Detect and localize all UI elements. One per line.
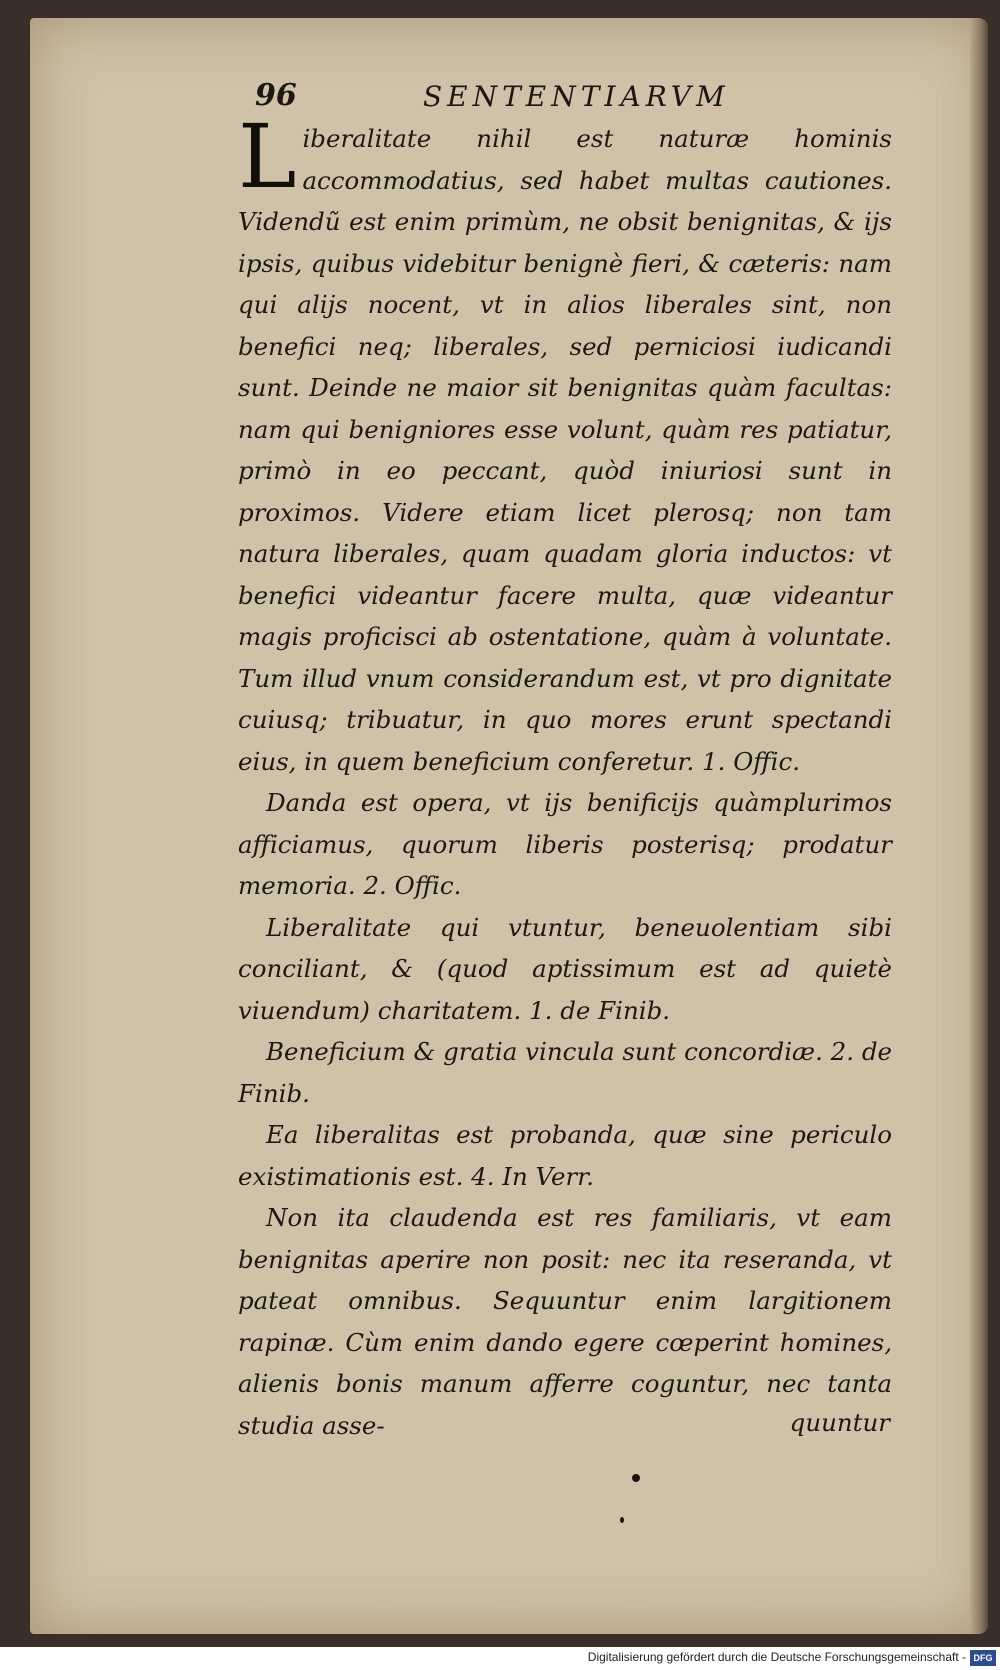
- paragraph: Beneficium & gratia vincula sunt concordiæ. 2. de Finib.: [238, 1037, 893, 1108]
- paragraph: Liberalitate qui vtuntur, beneuolentiam sibi conciliant, & (quod aptissimum est ad quietè viuendum) charitatem. 1. de Finib.: [238, 912, 892, 1025]
- running-title: SENTENTIARVM: [423, 80, 730, 113]
- paragraph: [238, 105, 892, 782]
- page-number: 96: [255, 78, 297, 113]
- funding-credit: Digitalisierung gefördert durch die Deutsche Forschungsgemeinschaft -: [587, 1650, 966, 1664]
- ink-mark: [632, 1474, 640, 1482]
- paragraph: Danda est opera, vt ijs benificijs quàmplurimos afficiamus, quorum liberis posterisq; prodatur memoria. 2. Offic.: [238, 788, 892, 900]
- running-head: [255, 78, 815, 122]
- digitization-footer: [0, 1647, 1000, 1670]
- paragraph: Ea liberalitas est probanda, quæ sine periculo existimationis est. 4. In Verr.: [238, 1120, 892, 1191]
- catchword: quuntur: [789, 1408, 890, 1437]
- page-edge: [970, 18, 988, 1634]
- drop-cap: L: [238, 105, 297, 208]
- paragraph: Non ita claudenda est res familiaris, vt eam benignitas aperire non posit: nec ita reseranda, vt pateat omnibus. Sequuntur enim largitionem rapinæ. Cùm enim dando egere cœperint homines, alienis bonis manum afferre coguntur, nec tanta studia asse-: [238, 1203, 892, 1440]
- ink-mark: [620, 1517, 624, 1523]
- dfg-logo: DFG: [970, 1650, 996, 1666]
- paragraph-text: iberalitate nihil est naturæ hominis accommodatius, sed habet multas cautiones. Videndũ est enim primùm, ne obsit benignitas, & ijs ipsis, quibus videbitur benignè fieri, & cæteris: nam qui alijs nocent, vt in alios liberales sint, non benefici neq; liberales, sed perniciosi iudicandi sunt. Deinde ne maior sit benignitas quàm facultas: nam qui benigniores esse volunt, quàm res patiatur, primò in eo peccant, quòd iniuriosi sunt in proximos. Videre etiam licet plerosq; non tam natura liberales, quam quadam gloria inductos: vt benefici videantur facere multa, quæ videantur magis proficisci ab ostentatione, quàm à voluntate. Tum illud vnum considerandum est, vt pro dignitate cuiusq; tribuatur, in quo mores erunt spectandi eius, in quem beneficium conferetur. 1. Offic.: [238, 124, 892, 776]
- text-block: [238, 105, 893, 1446]
